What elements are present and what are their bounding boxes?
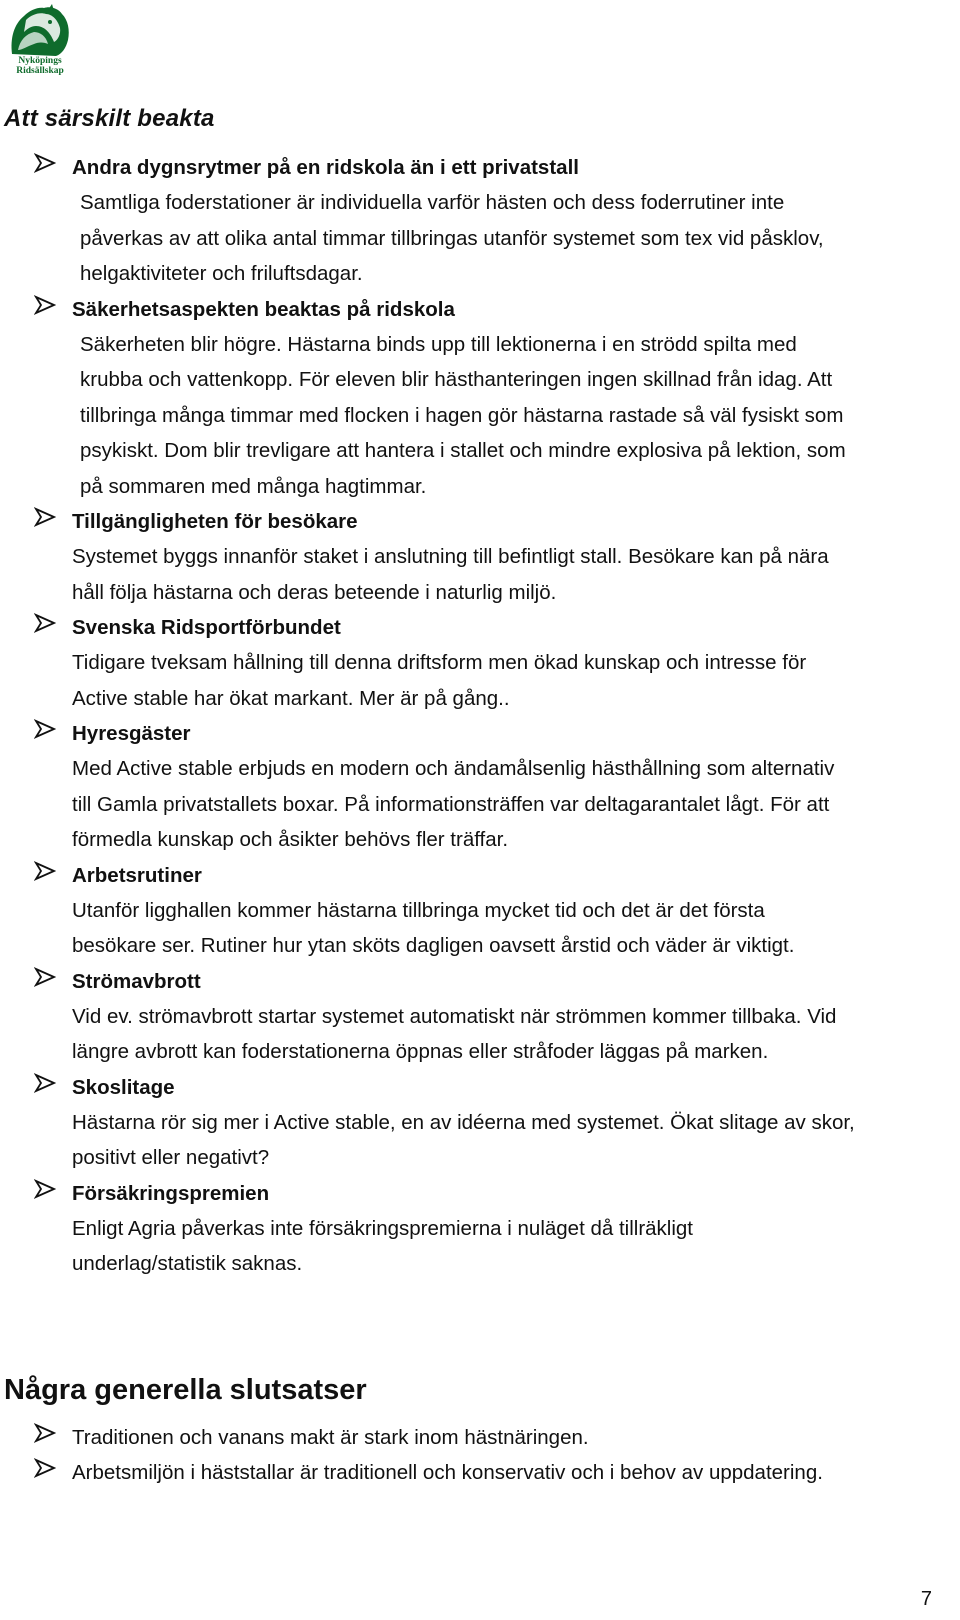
item-title: Säkerhetsaspekten beaktas på ridskola	[72, 297, 455, 321]
item-title: Strömavbrott	[72, 969, 201, 993]
list-item	[0, 858, 960, 964]
consideration-list	[0, 150, 960, 1282]
arrow-bullet-icon	[34, 718, 56, 740]
item-title: Hyresgäster	[72, 722, 191, 745]
arrow-bullet-icon	[34, 860, 56, 882]
item-title: Försäkringspremien	[72, 1181, 270, 1205]
logo-text-line2: Ridsällskap	[16, 66, 64, 76]
item-body: Systemet byggs innanför staket i anslutning till befintligt stall. Besökare kan på nära håll följa hästarna och deras beteende i naturlig miljö.	[72, 545, 829, 604]
item-body: Utanför ligghallen kommer hästarna tillbringa mycket tid och det är det första besökare ser. Rutiner hur ytan sköts dagligen oavsett årstid och väder är viktigt.	[72, 898, 795, 957]
arrow-bullet-icon	[34, 152, 56, 174]
item-body: Samtliga foderstationer är individuella varför hästen och dess foderrutiner inte påverkas av att olika antal timmar tillbringas utanför systemet som tex vid påsklov, helgaktiviteter och friluftsdagar.	[80, 191, 824, 285]
list-item	[0, 1070, 960, 1176]
conclusion-text: Traditionen och vanans makt är stark inom hästnäringen.	[72, 1426, 589, 1449]
list-item	[0, 504, 960, 610]
item-title: Svenska Ridsportförbundet	[72, 616, 341, 639]
section-heading: Att särskilt beakta	[4, 105, 215, 132]
horse-emblem-icon	[4, 2, 76, 58]
list-item	[0, 150, 960, 292]
arrow-bullet-icon	[34, 612, 56, 634]
list-item	[0, 610, 960, 716]
arrow-bullet-icon	[34, 506, 56, 528]
item-body: Tidigare tveksam hållning till denna driftsform men ökad kunskap och intresse för Active stable har ökat markant. Mer är på gång..	[72, 651, 807, 710]
conclusion-text: Arbetsmiljön i häststallar är traditionell och konservativ och i behov av uppdatering.	[72, 1461, 823, 1484]
list-item	[0, 1176, 960, 1282]
item-body: Säkerheten blir högre. Hästarna binds upp till lektionerna i en strödd spilta med krubba och vattenkopp. För eleven blir hästhanteringen ingen skillnad från idag. Att tillbringa många timmar med flocken i hagen gör hästarna rastade så väl fysiskt som psykiskt. Dom blir trevligare att hantera i stallet och mindre explosiva på lektion, som på sommaren med många hagtimmar.	[80, 332, 846, 498]
arrow-bullet-icon	[34, 1422, 56, 1444]
item-body: Med Active stable erbjuds en modern och ändamålsenlig hästhållning som alternativ till Gamla privatstallets boxar. På informationsträffen var deltagarantalet lågt. För att förmedla kunskap och åsikter behövs fler träffar.	[72, 757, 835, 851]
item-title: Skoslitage	[72, 1075, 175, 1099]
arrow-bullet-icon	[34, 1457, 56, 1479]
item-title: Arbetsrutiner	[72, 863, 202, 887]
club-logo	[4, 2, 76, 78]
list-item	[0, 1455, 960, 1490]
logo-text-line1: Nyköpings	[18, 56, 62, 66]
list-item	[0, 716, 960, 858]
arrow-bullet-icon	[34, 1178, 56, 1200]
list-item	[0, 292, 960, 505]
item-title: Tillgängligheten för besökare	[72, 510, 358, 533]
item-title: Andra dygnsrytmer på en ridskola än i ett privatstall	[72, 156, 579, 179]
arrow-bullet-icon	[34, 294, 56, 316]
list-item	[0, 1420, 960, 1455]
conclusions-heading: Några generella slutsatser	[4, 1374, 367, 1406]
item-body: Enligt Agria påverkas inte försäkringspremierna i nuläget då tillräkligt underlag/statistik saknas.	[72, 1216, 694, 1275]
conclusions-list	[0, 1420, 960, 1490]
item-body: Hästarna rör sig mer i Active stable, en av idéerna med systemet. Ökat slitage av skor, positivt eller negativt?	[72, 1110, 855, 1169]
list-item	[0, 964, 960, 1070]
item-body: Vid ev. strömavbrott startar systemet automatiskt när strömmen kommer tillbaka. Vid längre avbrott kan foderstationerna öppnas eller stråfoder läggas på marken.	[72, 1004, 837, 1063]
page-number: 7	[920, 1588, 932, 1610]
arrow-bullet-icon	[34, 966, 56, 988]
arrow-bullet-icon	[34, 1072, 56, 1094]
